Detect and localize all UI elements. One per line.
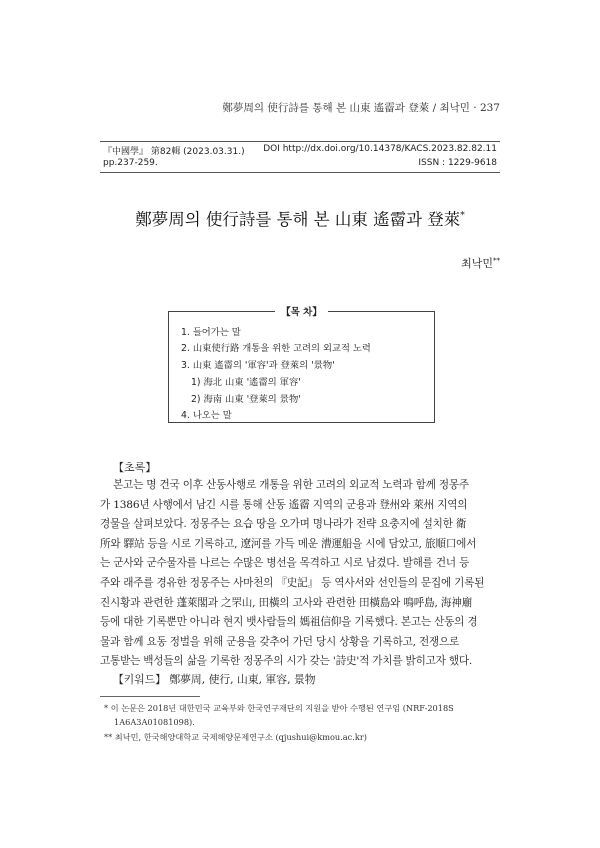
author (461, 255, 500, 271)
abstract-line: 가 1386년 사행에서 남긴 시를 통해 산동 遙霤 지역의 군용과 登州와 萊州 지역의 (100, 498, 468, 511)
table-of-contents (168, 307, 435, 423)
toc-subitem[interactable]: 1) 海北 山東 '遙霤의 軍容' (191, 377, 301, 388)
page-range: pp.237-259. (103, 158, 158, 168)
abstract-label: 【초록】 (113, 461, 157, 474)
abstract-line: 물과 함께 요동 정벌을 위해 군용을 갖추어 가던 당시 상황을 기록하고, 전쟁으로 (100, 635, 460, 648)
issn: ISSN : 1229-9618 (418, 158, 497, 168)
paper-title (60, 206, 540, 230)
toc-heading (169, 304, 434, 318)
toc-heading-text: 【목 차】 (275, 307, 328, 318)
abstract-line: 所와 驛站 등을 시로 기록하고, 遼河를 가득 메운 漕運船을 시에 담았고, 旅順口에서 (100, 537, 477, 550)
abstract-line: 등에 대한 기록뿐만 아니라 현지 뱃사람들의 媽祖信仰을 기록했다. 본고는 산동의 경 (100, 616, 478, 629)
footnote-funding: * 이 논문은 2018년 대한민국 교육부와 한국연구재단의 지원을 받아 수행된 연구임 (NRF-2018S (104, 703, 454, 713)
abstract-line: 는 군사와 군수물자를 나르는 수많은 병선을 목격하고 시로 남겼다. 발해를 건너 등 (100, 557, 470, 570)
journal-issue: 『中國學』 第82輯 (2023.03.31.) (103, 147, 245, 157)
abstract-line: 고통받는 백성들의 삶을 기록한 정몽주의 시가 갖는 '詩史'적 가치를 밝히고자 했다. (100, 655, 473, 668)
toc-item[interactable]: 4. 나오는 말 (181, 410, 232, 421)
title-footnote-mark[interactable]: * (460, 211, 465, 221)
abstract-line: 진시황과 관련한 蓬萊閣과 之罘山, 田橫의 고사와 관련한 田橫島와 鳴呼島, 海神廟 (100, 596, 473, 609)
running-head: 鄭夢周의 使行詩를 통해 본 山東 遙霤과 登萊 / 최낙민 · 237 (222, 102, 500, 114)
author-footnote-mark[interactable]: ** (493, 257, 500, 265)
publication-info-box (100, 141, 500, 173)
author-name: 최낙민 (461, 257, 493, 270)
footnote-divider (100, 696, 200, 697)
footnote-funding-cont: 1A6A3A01081098). (114, 717, 195, 727)
keywords: 【키워드】 鄭夢周, 使行, 山東, 軍容, 景物 (113, 673, 316, 686)
paper-title-text: 鄭夢周의 使行詩를 통해 본 山東 遙霤과 登萊 (135, 210, 461, 229)
toc-subitem[interactable]: 2) 海南 山東 '登萊의 景物' (191, 394, 301, 405)
toc-item[interactable]: 3. 山東 遙霤의 '軍容'과 登萊의 '景物' (181, 360, 335, 371)
abstract-line: 경물을 살펴보았다. 정몽주는 요습 땅을 오가며 명나라가 전략 요충지에 설치한 衛 (100, 518, 467, 531)
abstract-line: 본고는 명 건국 이후 산동사행로 개통을 위한 고려의 외교적 노력과 함께 정몽주 (113, 479, 469, 491)
doi-link[interactable]: DOI http://dx.doi.org/10.14378/KACS.2023.82.82.11 (263, 144, 497, 154)
footnote-author: ** 최낙민, 한국해양대학교 국제해양문제연구소 (qjushui@kmou.ac.kr) (104, 732, 367, 742)
toc-item[interactable]: 2. 山東使行路 개통을 위한 고려의 외교적 노력 (181, 343, 371, 354)
abstract-body (100, 476, 500, 672)
toc-item[interactable]: 1. 들어가는 말 (181, 327, 241, 338)
abstract-line: 주와 래주를 경유한 정몽주는 사마천의 『史記』 등 역사서와 선인들의 문집에 기록된 (100, 576, 485, 589)
